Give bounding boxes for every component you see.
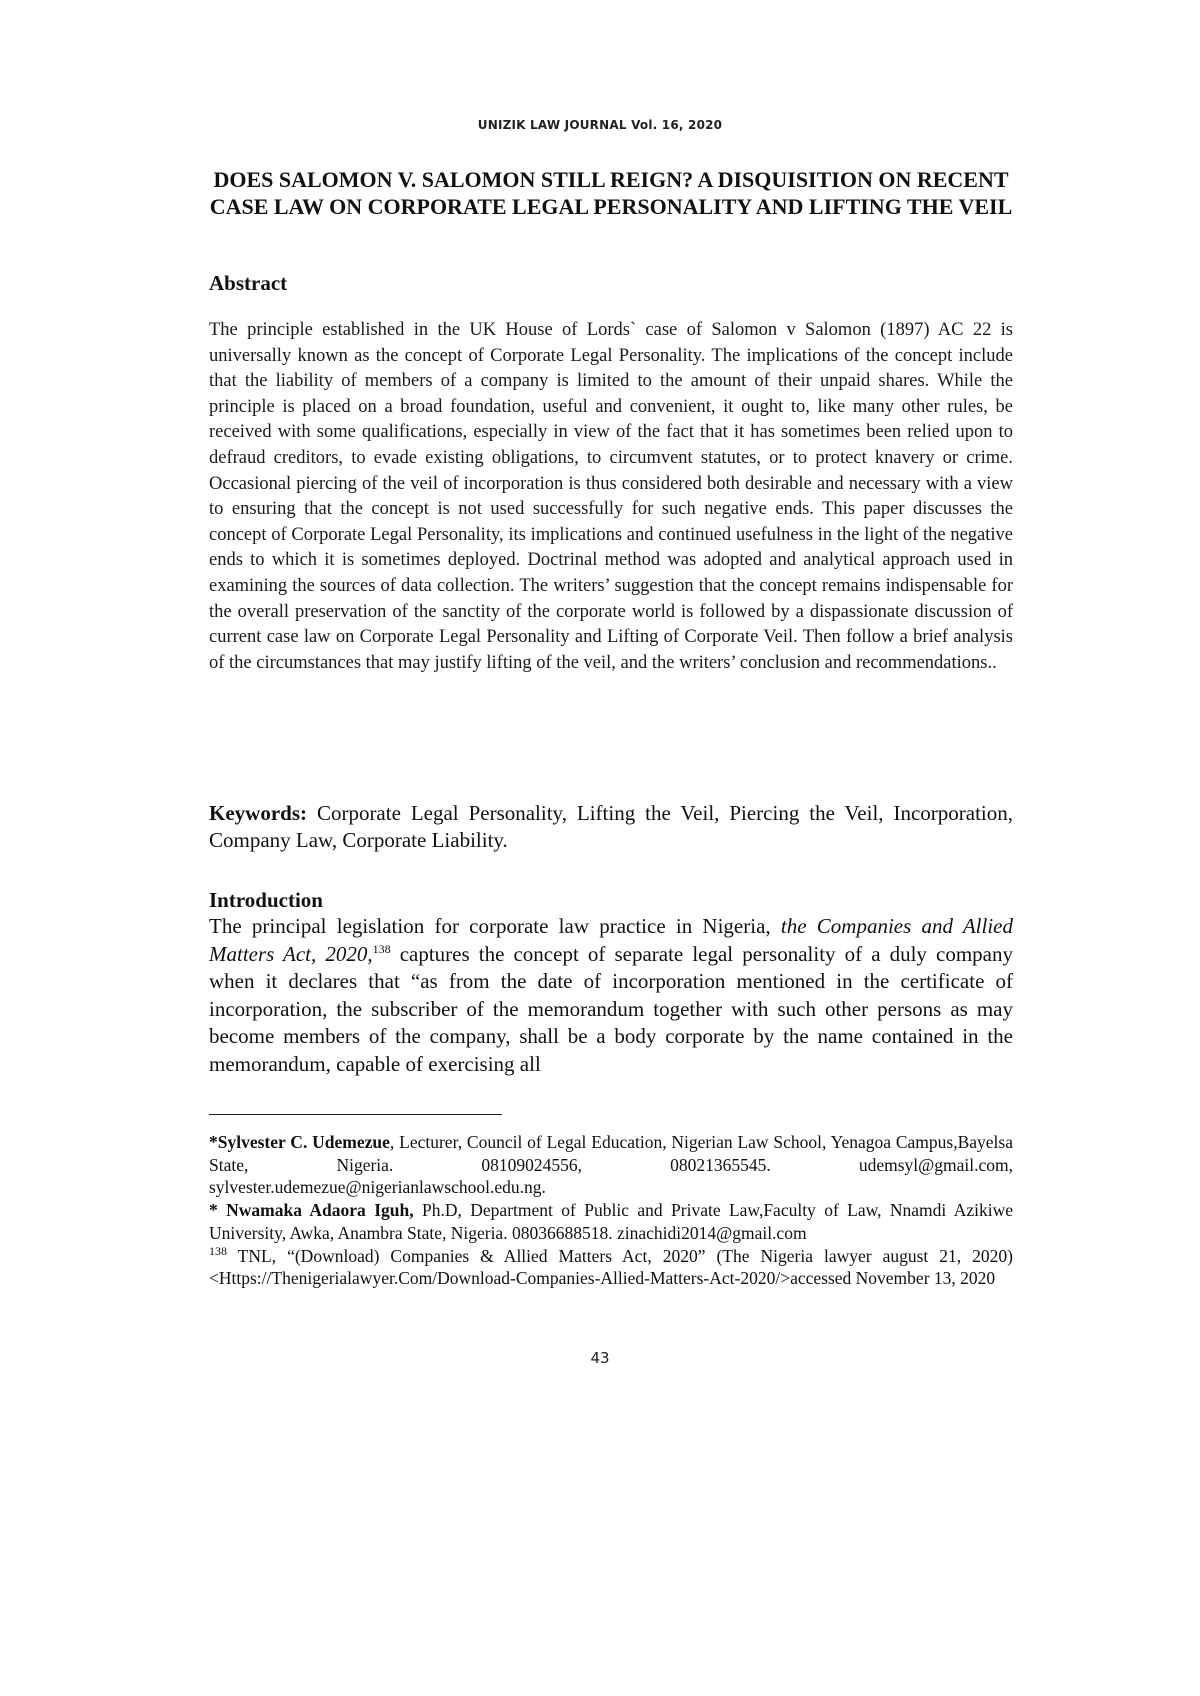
- footnote-marker: *: [209, 1132, 218, 1152]
- article-title: DOES SALOMON V. SALOMON STILL REIGN? A DISQUISITION ON RECENT CASE LAW ON CORPORATE LEGAL PERSONALITY AND LIFTING THE VEIL: [209, 167, 1013, 219]
- footnote-text: Ph.D, Department of Public and Private Law,Faculty of Law, Nnamdi Azikiwe University, Awka, Anambra State, Nigeria. 08036688518. zinachidi2014@gmail.com: [209, 1200, 1013, 1243]
- footnote-138: [209, 1245, 1013, 1290]
- footnote-text: , Lecturer, Council of Legal Education, Nigerian Law School, Yenagoa Campus,Bayelsa State, Nigeria. 08109024556, 08021365545. udemsyl@gmail.com, sylvester.udemezue@nigerianlawschool.edu.ng.: [209, 1132, 1013, 1198]
- introduction-heading: Introduction: [209, 888, 323, 912]
- intro-text-after: captures the concept of separate legal personality of a duly company when it declares that “as from the date of incorporation mentioned in the certificate of incorporation, the subscriber of the memorandum together with such other persons as may become members of the company, shall be a body corporate by the name contained in the memorandum, capable of exercising all: [209, 941, 1013, 1076]
- footnote-reference: 138: [372, 941, 391, 956]
- author-name: Nwamaka Adaora Iguh,: [226, 1200, 414, 1221]
- running-header: UNIZIK LAW JOURNAL Vol. 16, 2020: [477, 118, 723, 132]
- abstract-text: The principle established in the UK House of Lords` case of Salomon v Salomon (1897) AC 22 is universally known as the concept of Corporate Legal Personality. The implications of the concept include that the liability of members of a company is limited to the amount of their unpaid shares. While the principle is placed on a broad foundation, useful and convenient, it ought to, like many other rules, be received with some qualifications, especially in view of the fact that it has sometimes been relied upon to defraud creditors, to evade existing obligations, to circumvent statutes, or to protect knavery or crime. Occasional piercing of the veil of incorporation is thus considered both desirable and necessary with a view to ensuring that the concept is not used successfully for such negative ends. This paper discusses the concept of Corporate Legal Personality, its implications and continued usefulness in the light of the negative ends to which it is sometimes deployed. Doctrinal method was adopted and analytical approach used in examining the sources of data collection. The writers’ suggestion that the concept remains indispensable for the overall preservation of the sanctity of the corporate world is followed by a dispassionate discussion of current case law on Corporate Legal Personality and Lifting of Corporate Veil. Then follow a brief analysis of the circumstances that may justify lifting of the veil, and the writers’ conclusion and recommendations..: [209, 320, 1013, 673]
- footnote-separator: [209, 1114, 502, 1115]
- footnote-marker: *: [209, 1200, 227, 1221]
- footnote-author-1: [209, 1131, 1013, 1199]
- introduction-text: [209, 913, 1013, 1079]
- footnote-marker: 138: [209, 1243, 227, 1258]
- keywords-paragraph: [209, 800, 1013, 854]
- page-number: 43: [590, 1349, 610, 1367]
- abstract-heading: Abstract: [209, 271, 288, 295]
- intro-text-before: The principal legislation for corporate law practice in Nigeria,: [209, 914, 781, 938]
- act-name: the Companies and Allied Matters Act, 2020,: [209, 914, 1013, 966]
- footnotes: [209, 1131, 1013, 1290]
- keywords-label: Keywords:: [209, 801, 307, 825]
- footnote-text: TNL, “(Download) Companies & Allied Matters Act, 2020” (The Nigeria lawyer august 21, 2020) <Https://Thenigerialawyer.Com/Download-Companies-Allied-Matters-Act-2020/>accessed November 13, 2020: [209, 1245, 1013, 1289]
- author-name: Sylvester C. Udemezue: [217, 1132, 390, 1152]
- footnote-author-2: [209, 1199, 1013, 1244]
- keywords-text: Corporate Legal Personality, Lifting the Veil, Piercing the Veil, Incorporation, Company Law, Corporate Liability.: [209, 801, 1014, 852]
